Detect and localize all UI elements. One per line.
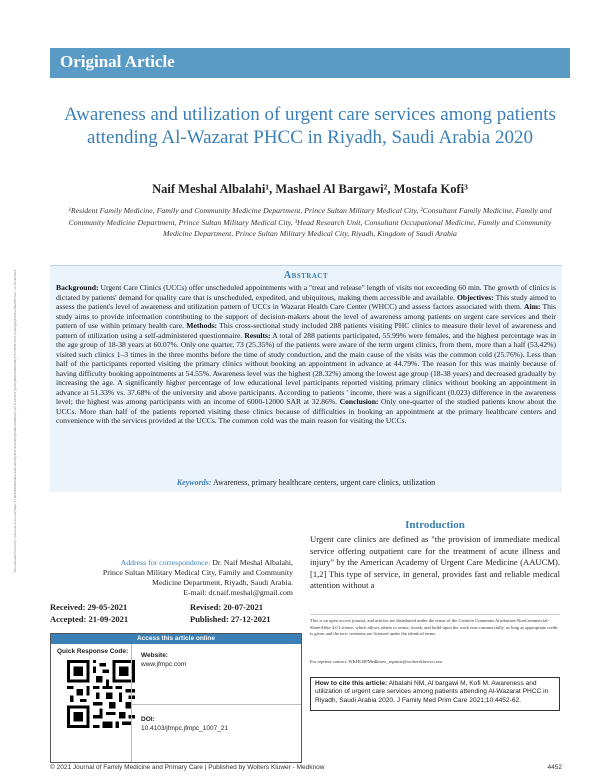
access-divider-horizontal: [131, 704, 301, 705]
access-divider-vertical: [131, 644, 132, 762]
doi-label: DOI:: [141, 716, 155, 723]
page-number: 4452: [547, 764, 562, 771]
download-note-sidebar: [5, 180, 19, 580]
keywords-label: Keywords:: [176, 478, 212, 487]
received-label: Received:: [50, 602, 86, 612]
conclusion-label: Conclusion:: [339, 397, 379, 406]
published-label: Published:: [190, 614, 229, 624]
doi-link[interactable]: 10.4103/jfmpc.jfmpc_1007_21: [141, 725, 229, 732]
article-type-label: Original Article: [60, 52, 175, 71]
methods-text: This cross-sectional study included 288 patients visiting PHC clinics to measure their level of awareness and pattern of utilization using a self-administered questionnaire.: [56, 321, 557, 340]
abstract-heading: Abstract: [283, 270, 329, 281]
cite-text: Albalahi NM, Al bargawi M, Kofi M. Awareness and utilization of urgent care services among patients attending Al-Wazarat PHCC in Riyadh, Saudi Arabia 2020. J Family Med Prim Care 2021;10:4452-62.: [315, 680, 549, 704]
article-title: Awareness and utilization of urgent care services among patients attending Al-Wazarat PHCC in Riyadh, Saudi Arabia 2020: [64, 104, 556, 148]
received-date: 29-05-2021: [87, 602, 128, 612]
aim-label: Aim:: [523, 302, 541, 311]
cite-label: How to cite this article:: [315, 680, 388, 687]
objectives-text: This study aimed to assess the patient's level of awareness and utilization pattern of UCCs in Wazarat Health Care Center (WHCC) and assess factors associated with them.: [56, 292, 556, 311]
background-text: Urgent Care Clinics (UCCs) offer unscheduled appointments with a "treat and release" length of visits not exceeding 60 min. The growth of clinics is dictated by patients' demand for quality care that is unscheduled, expedited, and ubiquitous, making them accessible and available.: [56, 283, 556, 302]
citation-box: [310, 677, 560, 711]
aim-text: This study aims to provide information contributing to the support of decision-makers about the level of awareness among patients on urgent care services and their pattern of use within primary health care.: [56, 302, 556, 330]
revised-date: 20-07-2021: [223, 602, 263, 612]
reprints-note: For reprints contact: WKHLRPMedknow_reprints@wolterskluwer.com: [310, 659, 442, 664]
qr-code-icon[interactable]: [67, 660, 135, 728]
affiliations: ¹Resident Family Medicine, Family and Community Medicine Department, Prince Sultan Military Medical City, ²Consultant Family Medicine, Family and Community Medicine Department, Prince Sultan Military Medical City, ³Head Research Unit, Consultant Occupational Medicine, Family and Community Medicine Department, Prince Sultan Military Medical City, Riyadh, Kingdom of Saudi Arabia: [68, 206, 552, 238]
published-date: 27-12-2021: [230, 614, 271, 624]
correspondence-label: Address for correspondence:: [120, 558, 211, 567]
revised-label: Revised:: [190, 602, 222, 612]
accepted-date: 21-09-2021: [88, 614, 129, 624]
website-link[interactable]: www.jfmpc.com: [141, 661, 187, 668]
footer-copyright: © 2021 Journal of Family Medicine and Primary Care | Published by Wolters Kluwer - Medknow: [50, 764, 325, 771]
keywords-line: [50, 478, 562, 487]
introduction-body: Urgent care clinics are defined as "the provision of immediate medical service offering outpatient care for the treatment of acute illness and injury" by the American Academy of Urgent Care Medicine (AAUCM).[1,2] This type of service, in general, provides fast and reliable medical attention without a: [310, 534, 560, 591]
download-note: Downloaded from http://journals.lww.com/jfmpc by BhDMf5ePHKav1zEoum1tQfN4a+kJLhEZgbsIHo4XMi0hCywCX1AWnYQp/IlQrHD3i3D0OdRyi7TvSFl4Cf3VC1y0abggQZXdtwnfKZBYtws= on 12/30/2021: [13, 269, 17, 572]
website-label: Website:: [141, 652, 168, 659]
qr-label: Quick Response Code:: [57, 648, 129, 655]
correspondence-line2: Medicine Department, Riyadh, Saudi Arabia.: [152, 578, 293, 587]
access-online-box: [50, 633, 302, 763]
license-note: This is an open access journal, and articles are distributed under the terms of the Creative Commons Attribution-NonCommercial-ShareAlike 4.0 License, which allows others to remix, tweak, and build upon the work non-commercially, as long as appropriate credit is given and the new creations are licensed under the identical terms.: [310, 614, 560, 638]
page-footer: [50, 764, 562, 771]
abstract-body: [56, 283, 556, 426]
results-text: A total of 288 patients participated, 55.99% were females, and the highest percentage was in the age group of 18-38 years at 60.07%. Only one quarter, 73 (25.35%) of the patients were aware of the term urgent clinics, from them, more than a half (53.42%) visited such clinics 1–3 times in the three months before the time of study conduction, and the main cause of the visits was the common cold (25.76%). Less than half of the participants reported visiting the primary clinics without booking an appointment in advance at 44.79%. The reason for this was mainly because of having difficulty booking appointments at 54.55%. Awareness level was the highest (28.32%) among the lowest age group (18-38 years) and decreased gradually by increasing the age. A significantly higher percentage of low educational level participants reported visiting primary clinics without booking an appointment in advance at 51.33% vs. 37.68% of the university and above participants. According to patients ' income, there was a significant (0.023) difference in the awareness level; the highest was among participants with an income of 6000-12000 SAR at 32.86%.: [56, 330, 556, 406]
accepted-label: Accepted:: [50, 614, 87, 624]
access-heading: Access this article online: [51, 634, 301, 644]
author-list: Naif Meshal Albalahi¹, Mashael Al Bargawi², Mostafa Kofi³: [152, 182, 468, 196]
objectives-label: Objectives:: [456, 292, 494, 302]
conclusion-text: Only one-quarter of the studied patients know about the UCCs. More than half of the patients reported visiting these clinics because of difficulties in booking an appointment at the primary healthcare centers and convenience with the services provided at the UCCs. The common cold was the main reason for visiting the UCCs.: [56, 397, 556, 425]
correspondence-block: [68, 558, 293, 598]
background-label: Background:: [56, 283, 99, 292]
article-type-banner: [50, 48, 570, 78]
results-label: Results:: [244, 330, 271, 340]
correspondence-email[interactable]: E-mail: dr.naif.meshal@gmail.com: [183, 588, 293, 597]
keywords-text: Awareness, primary healthcare centers, urgent care clinics, utilization: [213, 478, 436, 487]
methods-label: Methods:: [186, 321, 218, 330]
dates-block: [50, 602, 300, 626]
introduction-heading: Introduction: [405, 519, 465, 531]
correspondence-line1: Prince Sultan Military Medical City, Family and Community: [102, 568, 293, 577]
correspondence-name: Dr. Naif Meshal Albalahi,: [212, 558, 293, 567]
